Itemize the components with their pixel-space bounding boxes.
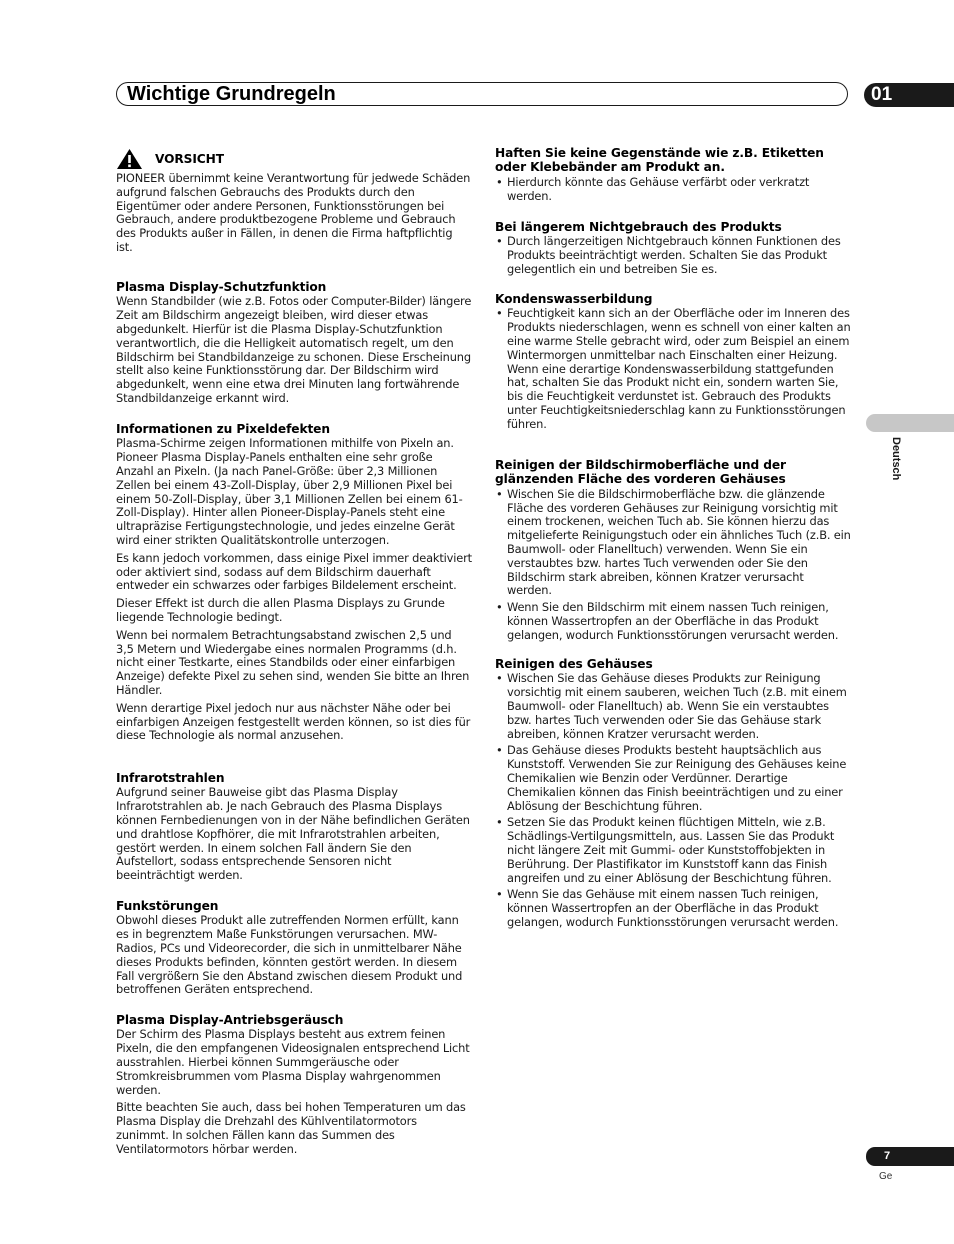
disuse-list (495, 235, 851, 276)
caution-text: PIONEER übernimmt keine Verantwortung für jedwede Schäden aufgrund falschen Gebrauchs des Produkts durch den Eigentümer oder andere Personen, Funktionsstörungen bei Gebrauch, andere produktbezogene Probleme und Gebrauch des Produkts außer in Fällen, in denen die Firma haftpflichtig ist. (116, 171, 471, 254)
drive-noise-section (116, 1013, 472, 1161)
screen-cleaning-list (495, 488, 851, 643)
warning-triangle-icon (116, 148, 143, 170)
language-label: Deutsch (890, 437, 902, 481)
stickers-list (495, 176, 851, 204)
drive-noise-paragraph: Der Schirm des Plasma Displays besteht aus extrem feinen Pixeln, die den empfangenen Videosignalen entsprechend Licht ausstrahlen. Hierbei können Summgeräusche oder Stromkreisbrummen vom Plasma Display wahrgenommen werden. (116, 1027, 470, 1097)
pixel-defects-paragraph: Wenn derartige Pixel jedoch nur aus nächster Nähe oder bei einfarbigen Anzeigen festgestellt werden können, so ist dies für diese Technologie als normal anzusehen. (116, 700, 471, 743)
infrared-text: Aufgrund seiner Bauweise gibt das Plasma Display Infrarotstrahlen ab. Je nach Gebrauch des Plasma Displays können Fernbedienungen von in der Nähe befindlichen Geräten und drahtlose Kopfhörer, die mit Infrarotstrahlen arbeiten, gestört werden. In einem solchen Fall ändern Sie den Aufstellort, sodass entsprechende Sensoren nicht beeinträchtigt werden. (116, 785, 470, 883)
stickers-section (495, 146, 851, 206)
condensation-section (495, 292, 851, 435)
page-title: Wichtige Grundregeln (127, 83, 336, 105)
list-item: • Das Gehäuse dieses Produkts besteht hauptsächlich aus Kunststoff. Verwenden Sie zur Reinigung des Gehäuses keine Chemikalien wie Benzin oder Verdünner. Derartige Chemikalien können das Finish beeinträchtigen und zu einer Ablösung der Beschichtung führen. (495, 744, 851, 813)
infrared-section (116, 771, 472, 887)
housing-cleaning-section (495, 657, 851, 933)
interference-section (116, 899, 472, 1001)
page-number: 7 (884, 1150, 891, 1162)
infrared-heading: Infrarotstrahlen (116, 771, 225, 785)
list-item: • Setzen Sie das Produkt keinen flüchtigen Mitteln, wie z.B. Schädlings-Vertilgungsmitteln, aus. Lassen Sie das Produkt nicht längere Zeit mit Gummi- oder Kunststoffobjekten in Berührung. Der Plastifikator im Kunststoff kann das Finish angreifen und zu einer Ablösung der Beschichtung führen. (495, 816, 851, 885)
condensation-list (495, 307, 851, 431)
disuse-heading: Bei längerem Nichtgebrauch des Produkts (495, 220, 782, 234)
interference-heading: Funkstörungen (116, 899, 219, 913)
protection-heading: Plasma Display-Schutzfunktion (116, 280, 327, 294)
caution-heading-row (116, 148, 472, 170)
housing-cleaning-list (495, 672, 851, 929)
language-code: Ge (879, 1171, 893, 1182)
screen-cleaning-heading: Reinigen der Bildschirmoberfläche und der glänzenden Fläche des vorderen Gehäuses (495, 458, 786, 487)
protection-section (116, 280, 472, 410)
list-item: • Wenn Sie den Bildschirm mit einem nassen Tuch reinigen, können Wassertropfen an der Oberfläche in das Produkt gelangen, wodurch Funktionsstörungen verursacht werden. (495, 601, 851, 642)
pixel-defects-paragraph: Plasma-Schirme zeigen Informationen mithilfe von Pixeln an. Pioneer Plasma Display-Panels enthalten eine sehr große Anzahl an Pixeln. (Ja nach Panel-Größe: über 2,3 Millionen Zellen bei einem 43-Zoll-Display, über 2,9 Millionen Pixel bei einem 50-Zoll-Display, über 3,1 Millionen Zellen bei einem 61-Zoll-Display). Hinter allen Pioneer-Display-Panels steht eine ultrapräzise Fertigungstechnologie, und jedes einzelne Gerät wird einer strikten Qualitätskontrolle unterzogen. (116, 436, 463, 547)
stickers-heading: Haften Sie keine Gegenstände wie z.B. Etiketten oder Klebebänder am Produkt an. (495, 146, 824, 175)
protection-text: Wenn Standbilder (wie z.B. Fotos oder Computer-Bilder) längere Zeit am Bildschirm angezeigt bleiben, wird dieser etwas abgedunkelt. Hierfür ist die Plasma Display-Schutzfunktion verantwortlich, die die Helligkeit automatisch regelt, um den Bildschirm bei Standbildanzeige zu schonen. Diese Erscheinung stellt also keine Funktionsstörung dar. Der Bildschirm wird abgedunkelt, wenn eine etwa drei Minuten lang fortwährende Standbildanzeige erkannt wird. (116, 294, 472, 405)
disuse-section (495, 220, 851, 280)
screen-cleaning-section (495, 458, 851, 646)
list-item: • Wischen Sie das Gehäuse dieses Produkts zur Reinigung vorsichtig mit einem sauberen, weichen Tuch (z.B. mit einem Baumwoll- oder Flanelltuch) ab. Wenn Sie ein verstaubtes bzw. hartes Tuch verwenden oder Sie das Gehäuse stark abreiben, können Kratzer verursacht werden. (495, 672, 851, 741)
list-item: • Hierdurch könnte das Gehäuse verfärbt oder verkratzt werden. (495, 176, 851, 204)
list-item: • Wischen Sie die Bildschirmoberfläche bzw. die glänzende Fläche des vorderen Gehäuses zur Reinigung vorsichtig mit einem trockenen, weichen Tuch ab. Sie können hierzu das mitgelieferte Reinigungstuch oder ein ähnliches Tuch (z.B. ein Baumwoll- oder Flanelltuch) verwenden. Wenn Sie ein verstaubtes bzw. hartes Tuch verwenden oder Sie den Bildschirm stark abreiben, können Kratzer verursacht werden. (495, 488, 851, 598)
pixel-defects-heading: Informationen zu Pixeldefekten (116, 422, 330, 436)
caution-section (116, 148, 472, 259)
housing-cleaning-heading: Reinigen des Gehäuses (495, 657, 653, 671)
pixel-defects-paragraph: Dieser Effekt ist durch die allen Plasma Displays zu Grunde liegende Technologie bedingt. (116, 596, 445, 624)
caution-heading: VORSICHT (155, 151, 224, 166)
list-item: • Durch längerzeitigen Nichtgebrauch können Funktionen des Produkts beeinträchtigt werden. Schalten Sie das Produkt gelegentlich ein und betreiben Sie es. (495, 235, 851, 276)
pixel-defects-paragraph: Wenn bei normalem Betrachtungsabstand zwischen 2,5 und 3,5 Metern und Wiedergabe eines normalen Programms (d.h. nicht einer Testkarte, eines Standbilds oder einer einfarbigen Anzeige) defekte Pixel zu sehen sind, wenden Sie bitte an Ihren Händler. (116, 627, 470, 697)
chapter-number: 01 (871, 84, 893, 105)
drive-noise-paragraph: Bitte beachten Sie auch, dass bei hohen Temperaturen um das Plasma Display die Drehzahl des Kühlventilatormotors zunimmt. In solchen Fällen kann das Summen des Ventilatormotors hörbar werden. (116, 1100, 466, 1156)
list-item: • Wenn Sie das Gehäuse mit einem nassen Tuch reinigen, können Wassertropfen an der Oberfläche in das Produkt gelangen, wodurch Funktionsstörungen verursacht werden. (495, 888, 851, 929)
condensation-heading: Kondenswasserbildung (495, 292, 653, 306)
page-number-tab (866, 1147, 954, 1166)
drive-noise-heading: Plasma Display-Antriebsgeräusch (116, 1013, 344, 1027)
language-tab (866, 414, 954, 432)
list-item: • Feuchtigkeit kann sich an der Oberfläche oder im Inneren des Produkts niederschlagen, wenn es schnell von einer kalten an eine warme Stelle gebracht wird, oder zum Beispiel an einem Wintermorgen unmittelbar nach Einschalten einer Heizung. Wenn eine derartige Kondenswasserbildung stattgefunden hat, schalten Sie das Produkt nicht ein, sondern warten Sie, bis die Feuchtigkeit verdunstet ist. Gebrauch des Produkts unter Feuchtigkeitsniederschlag kann zu Funktionsstörungen führen. (495, 307, 851, 431)
pixel-defects-paragraph: Es kann jedoch vorkommen, dass einige Pixel immer deaktiviert oder aktiviert sind, sodass auf dem Bildschirm dauerhaft entweder ein schwarzes oder farbiges Bildelement erscheint. (116, 550, 472, 593)
pixel-defects-section (116, 422, 472, 747)
interference-text: Obwohl dieses Produkt alle zutreffenden Normen erfüllt, kann es in begrenztem Maße Funkstörungen verursachen. MW-Radios, PCs und Videorecorder, die sich in unmittelbarer Nähe dieses Produkts befinden, könnten gestört werden. In diesem Fall vergrößern Sie den Abstand zwischen diesem Produkt und betroffenen Geräten entsprechend. (116, 913, 463, 997)
